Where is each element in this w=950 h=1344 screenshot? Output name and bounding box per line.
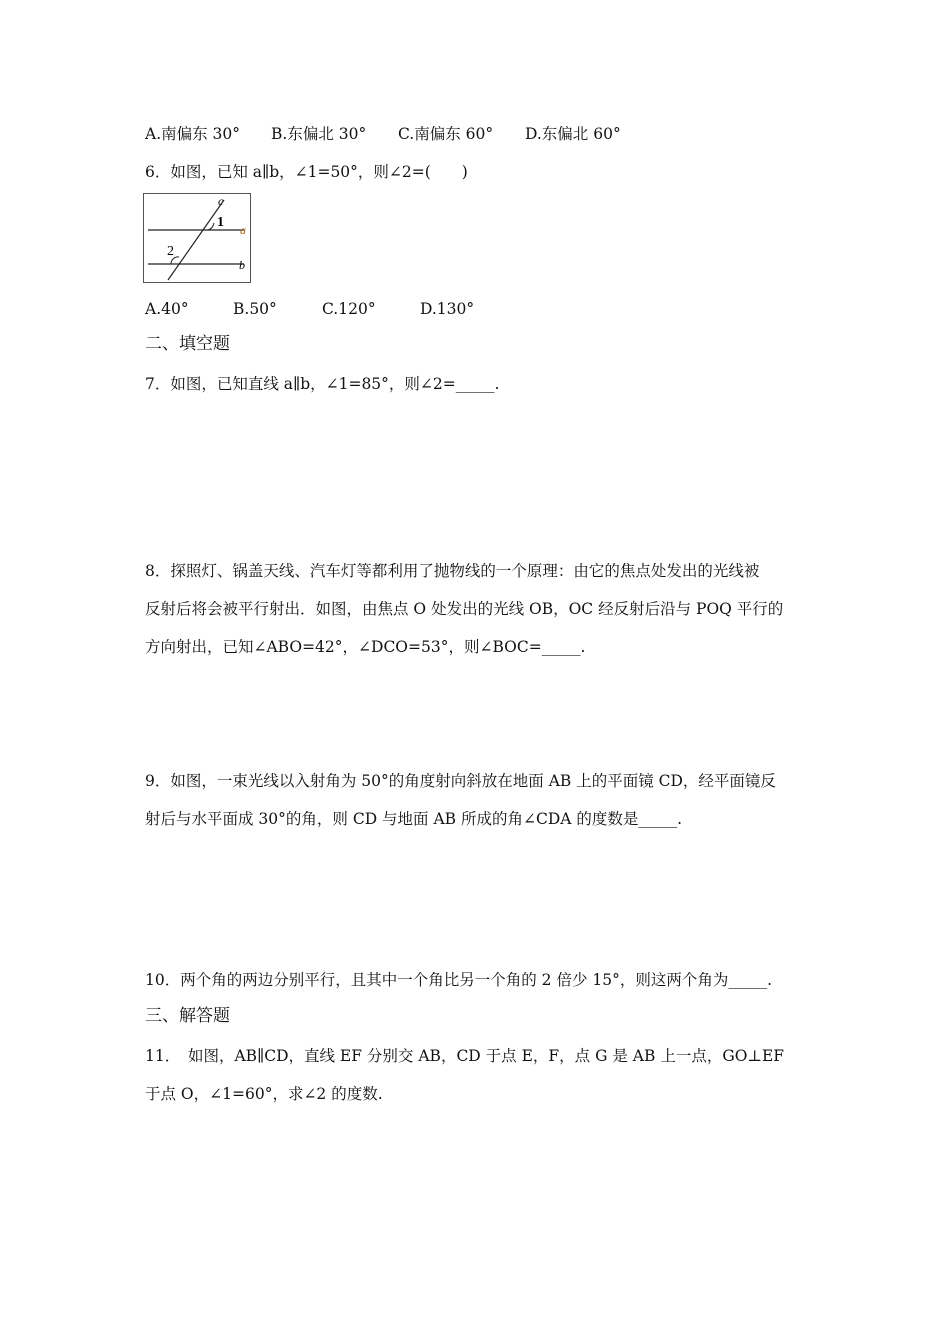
label-b: b bbox=[239, 258, 245, 272]
q5-option-d: D.东偏北 60° bbox=[525, 125, 621, 143]
q7-stem: 7．如图，已知直线 a∥b，∠1=85°，则∠2=_____. bbox=[145, 375, 500, 393]
q11-line-1: 11． 如图，AB∥CD，直线 EF 分别交 AB，CD 于点 E，F，点 G 是 AB 上一点，GO⊥EF bbox=[145, 1047, 785, 1065]
q6-option-b: B.50° bbox=[233, 300, 277, 318]
angle-1-arc bbox=[208, 223, 214, 230]
q8-line-3: 方向射出，已知∠ABO=42°，∠DCO=53°，则∠BOC=_____. bbox=[145, 638, 586, 656]
q9-line-1: 9．如图，一束光线以入射角为 50°的角度射向斜放在地面 AB 上的平面镜 CD，经平面镜反 bbox=[145, 772, 776, 790]
section-3-title: 三、解答题 bbox=[145, 1006, 230, 1026]
q11-line-2: 于点 O，∠1=60°，求∠2 的度数. bbox=[145, 1085, 383, 1103]
q8-line-1: 8．探照灯、锅盖天线、汽车灯等都利用了抛物线的一个原理：由它的焦点处发出的光线被 bbox=[145, 562, 760, 580]
q5-option-c: C.南偏东 60° bbox=[398, 125, 494, 143]
q8-line-2: 反射后将会被平行射出．如图，由焦点 O 处发出的光线 OB，OC 经反射后沿与 POQ 平行的 bbox=[145, 600, 784, 618]
q5-option-a: A.南偏东 30° bbox=[145, 125, 241, 143]
transversal-c bbox=[168, 200, 224, 280]
q10-stem: 10．两个角的两边分别平行，且其中一个角比另一个角的 2 倍少 15°，则这两个角为_____. bbox=[145, 971, 773, 989]
q6-options bbox=[145, 299, 474, 319]
q6-figure bbox=[143, 193, 251, 283]
q6-option-d: D.130° bbox=[420, 300, 475, 318]
label-angle-2: 2 bbox=[167, 244, 174, 259]
section-2-title: 二、填空题 bbox=[145, 334, 230, 354]
q5-option-b: B.东偏北 30° bbox=[271, 125, 367, 143]
label-angle-1: 1 bbox=[217, 215, 224, 230]
q6-option-c: C.120° bbox=[322, 300, 376, 318]
label-c: c bbox=[218, 194, 224, 208]
q6-option-a: A.40° bbox=[145, 300, 189, 318]
q6-stem: 6．如图，已知 a∥b，∠1=50°，则∠2=( ) bbox=[145, 163, 468, 181]
q9-line-2: 射后与水平面成 30°的角，则 CD 与地面 AB 所成的角∠CDA 的度数是_____. bbox=[145, 810, 683, 828]
label-a: a bbox=[240, 223, 246, 237]
parallel-lines-diagram bbox=[144, 194, 250, 282]
q5-options bbox=[145, 124, 621, 144]
